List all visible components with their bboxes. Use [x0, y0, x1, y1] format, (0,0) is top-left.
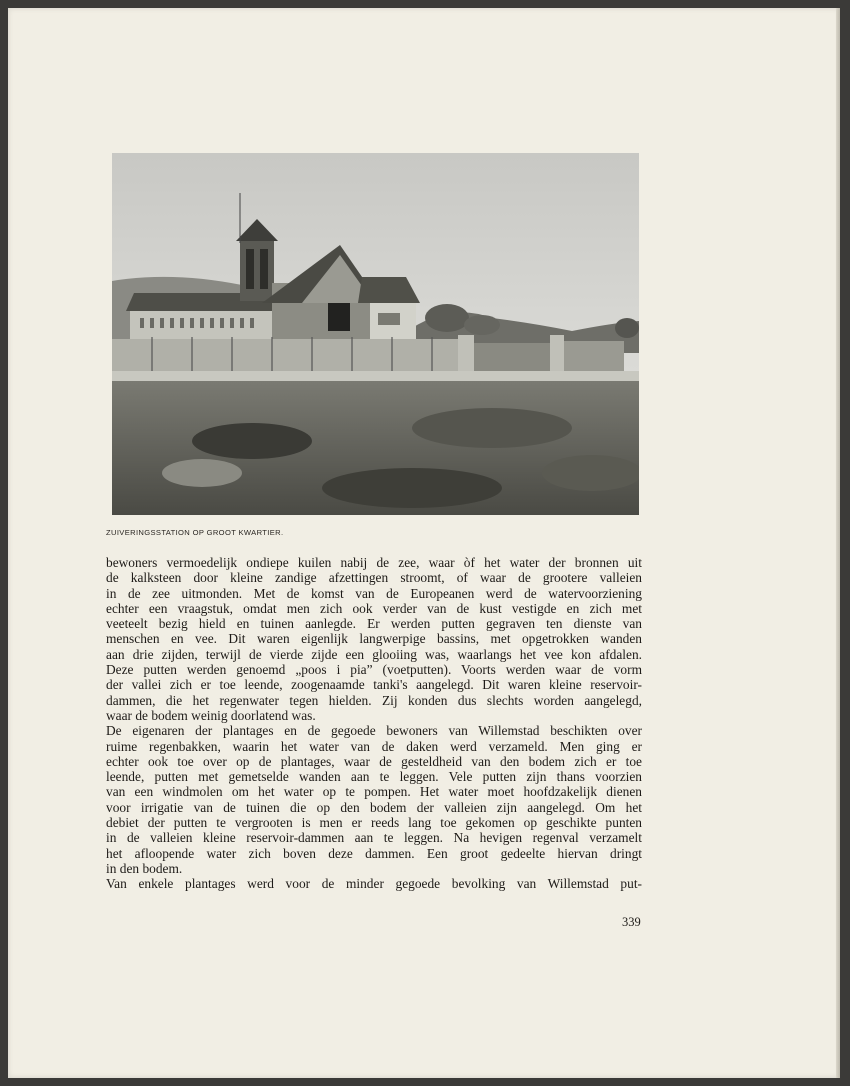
body-text [106, 555, 642, 892]
text-line: voor irrigatie van de tuinen die op den bodem der valleien zijn aangelegd. Om het [106, 799, 642, 815]
text-line: het afloopende water zich boven deze dammen. Een groot gedeelte hiervan dringt [106, 845, 642, 861]
text-line: aan drie zijden, terwijl de vierde zijde een glooiing was, waarlangs het vee kon afdalen. [106, 646, 642, 662]
book-page [8, 8, 840, 1078]
photograph-purification-station [112, 153, 639, 515]
text-line: in de zee uitmonden. Met de komst van de Europeanen werd de watervoorziening [106, 585, 642, 601]
paragraph-2 [106, 723, 642, 876]
text-line: van een windmolen om het water op te pompen. Het water moet hoofdzakelijk dienen [106, 784, 642, 800]
paragraph-3 [106, 876, 642, 891]
text-line: Deze putten werden genoemd „poos i pia” (voetputten). Voorts werden waar de vorm [106, 662, 642, 678]
text-line: veeteelt bezig hield en tuinen aanlegde. Er werden putten gegraven ten dienste van [106, 616, 642, 632]
text-line: ruime regenbakken, waarin het water van de daken werd verzameld. Men ging er [106, 738, 642, 754]
page-edge [836, 8, 840, 1078]
text-line: waar de bodem weinig doorlatend was. [106, 707, 316, 723]
text-line: in de valleien kleine reservoir-dammen aan te leggen. Na hevigen regenval verzamelt [106, 830, 642, 846]
photo-illustration [112, 153, 639, 515]
text-line: echter ook toe over op de plantages, waar de gesteldheid van den bodem zich er toe [106, 753, 642, 769]
text-line: debiet der putten te vergrooten is men er reeds lang toe gekomen op geschikte punten [106, 815, 642, 831]
page-number: 339 [622, 915, 641, 929]
text-line: de kalksteen door kleine zandige afzettingen stroomt, of waar de grootere valleien [106, 570, 642, 586]
text-line: De eigenaren der plantages en de gegoede bewoners van Willemstad beschikten over [106, 723, 642, 739]
text-line: bewoners vermoedelijk ondiepe kuilen nabij de zee, waar òf het water der bronnen uit [106, 555, 642, 570]
text-line: menschen en vee. Dit waren eigenlijk langwerpige bassins, met opgetrokken wanden [106, 631, 642, 647]
text-line: echter een vraagstuk, omdat men zich ook verder van de kust vestigde en zich met [106, 600, 642, 616]
text-line: in den bodem. [106, 860, 183, 876]
text-line: dammen, die het regenwater tegen hielden. Zij konden dus slechts worden aangelegd, [106, 692, 642, 708]
figure-caption: ZUIVERINGSSTATION OP GROOT KWARTIER. [106, 528, 284, 537]
text-line: Van enkele plantages werd voor de minder gegoede bevolking van Willemstad put- [106, 876, 642, 892]
paragraph-1 [106, 555, 642, 723]
text-line: der vallei zich er toe leende, zoogenaamde tanki's aangelegd. Dit waren kleine reservoir- [106, 677, 642, 693]
text-line: leende, putten met gemetselde wanden aan te leggen. Vele putten zijn thans voorzien [106, 769, 642, 785]
